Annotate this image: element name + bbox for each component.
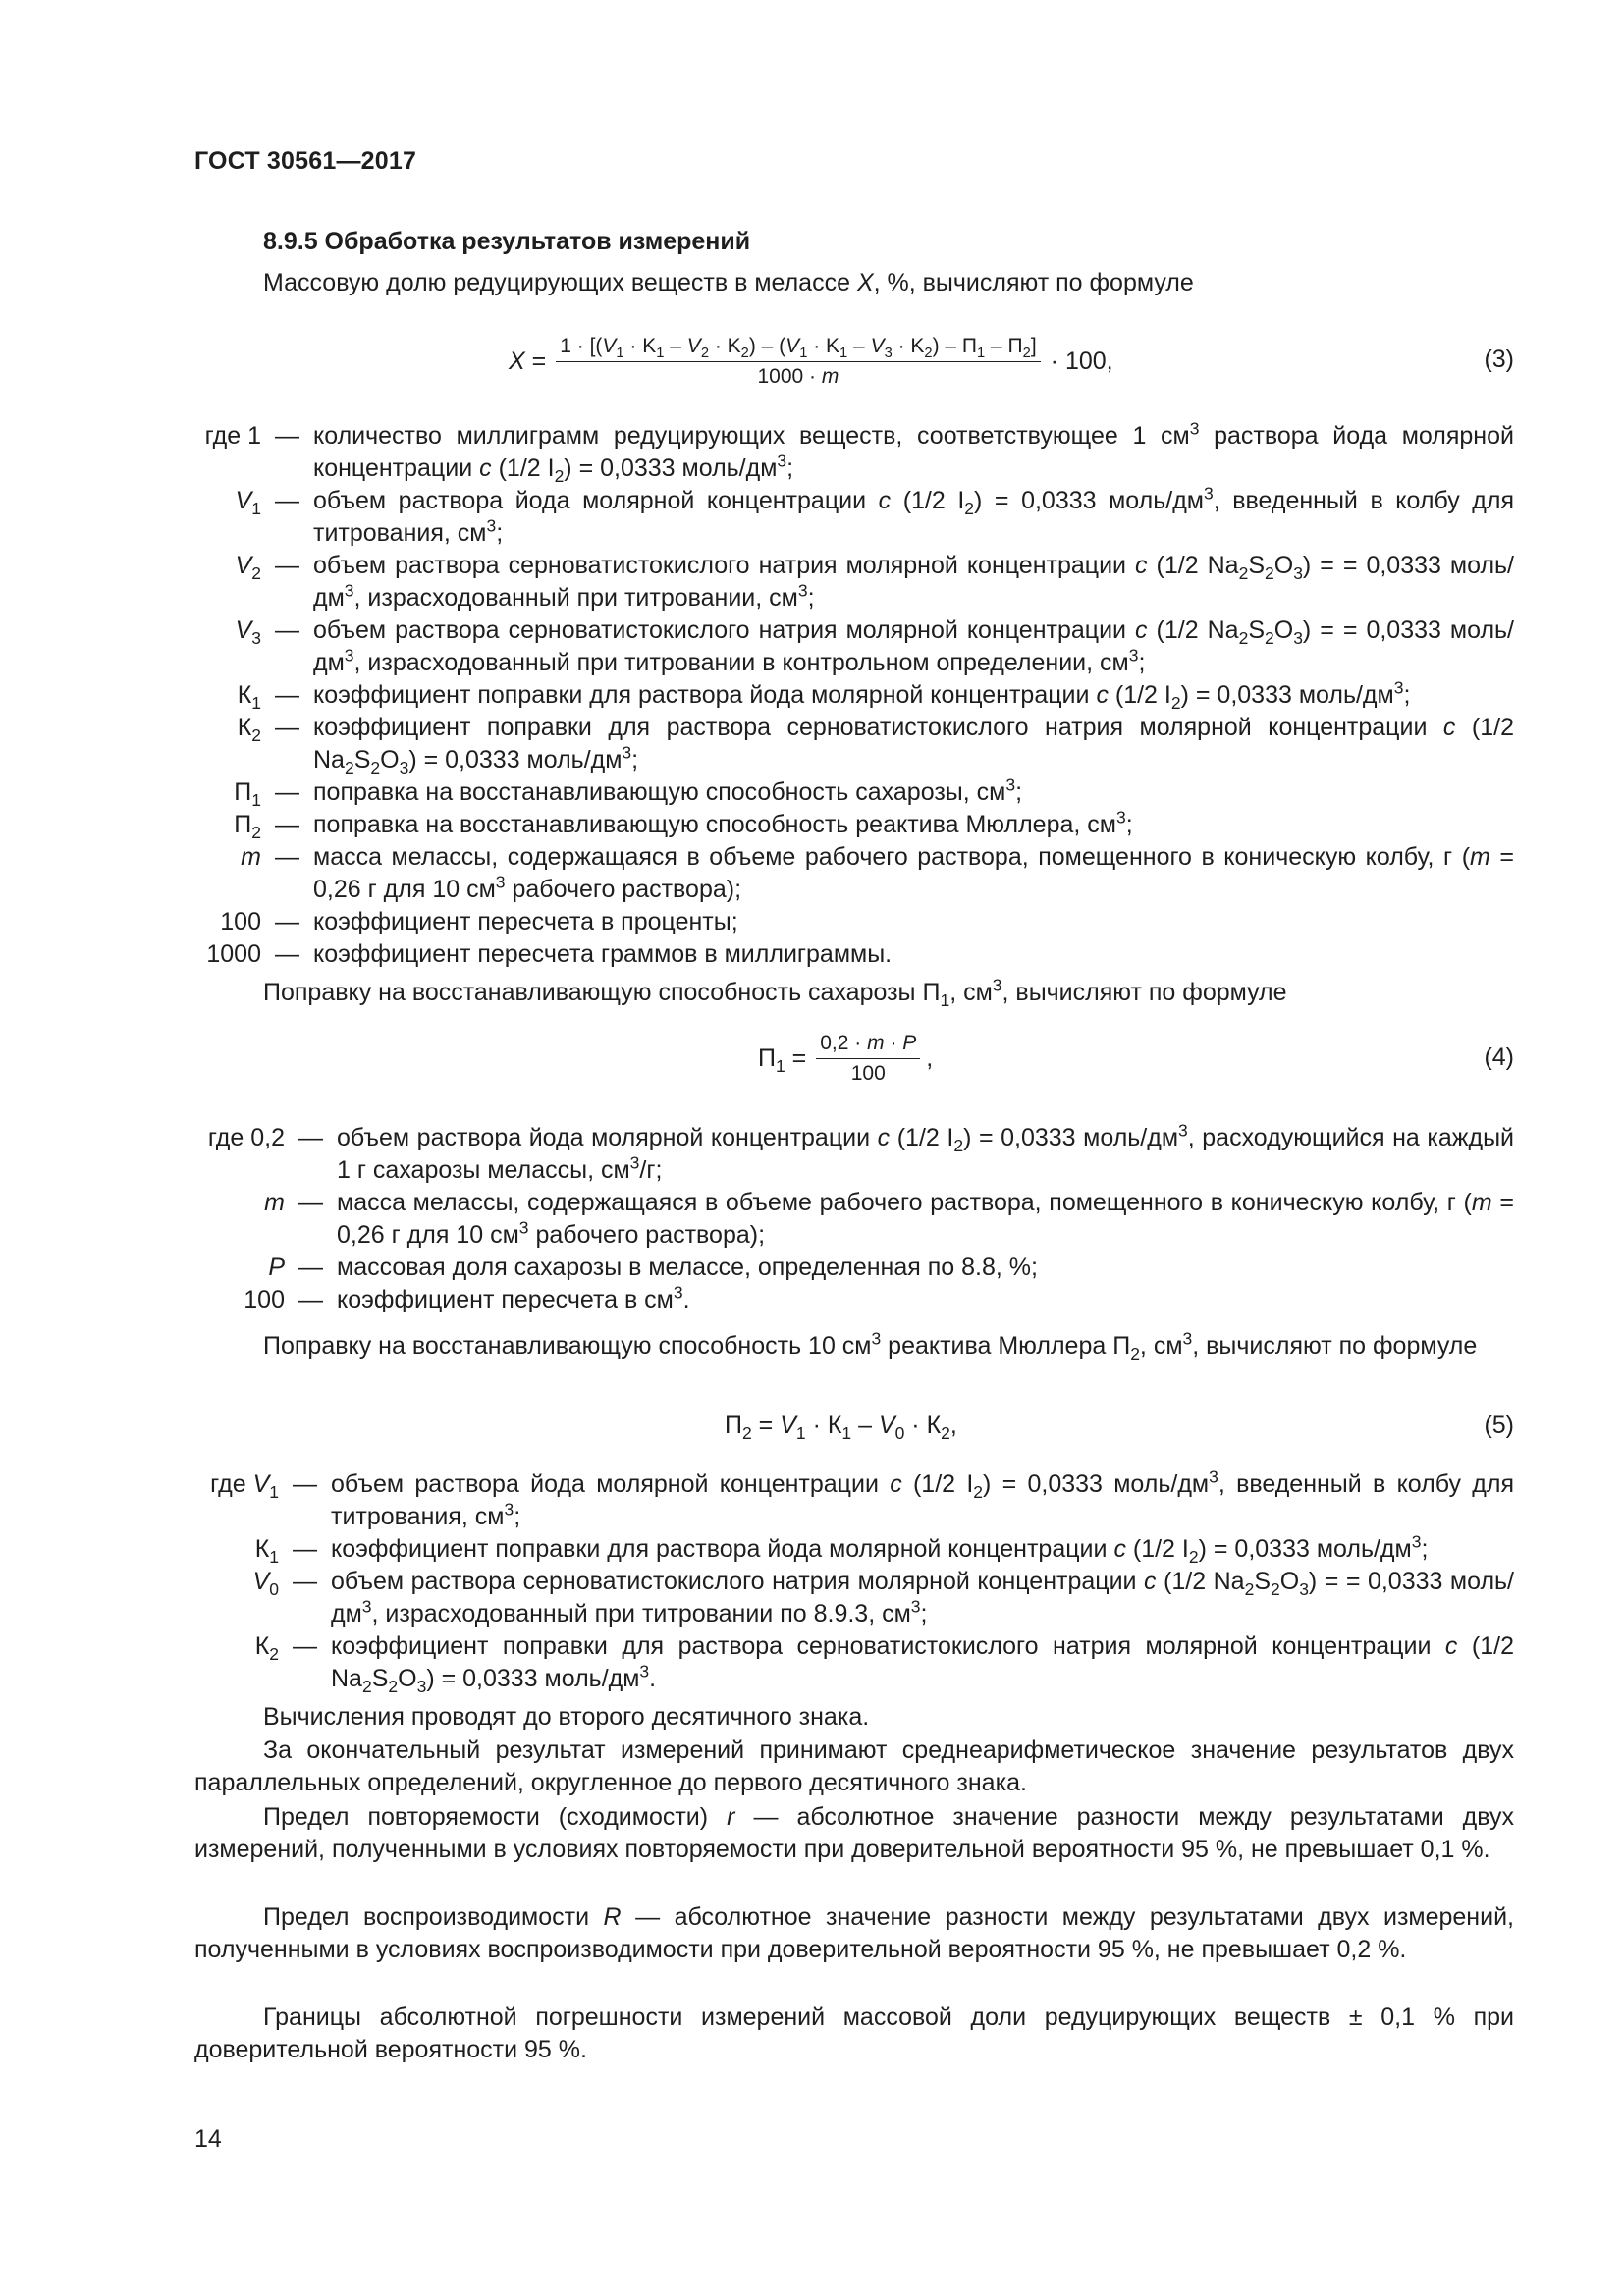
definition-3-dash: — <box>275 714 299 741</box>
definition-3-term: 1000 <box>206 940 261 968</box>
formula-3-lhs: X = <box>509 347 547 375</box>
definition-4-row <box>194 1187 1514 1252</box>
definition-3-text: количество миллиграмм редуцирующих веществ, соответствующее 1 $см^3$ раствора йода молярной концентрации c (1/2 $I_2) = 0,0333$ моль/$дм^3$; <box>313 418 1514 486</box>
definition-3-row <box>194 679 1514 712</box>
definition-3-row <box>194 841 1514 906</box>
definitions-formula-4 <box>194 1122 1514 1316</box>
definition-4-dash: — <box>298 1124 323 1151</box>
definition-3-text: поправка на восстанавливающую способность сахарозы, $см^3$; <box>313 774 1023 806</box>
definition-5-row <box>194 1566 1514 1630</box>
closing-paragraph-3: Предел повторяемости (сходимости) r — абсолютное значение разности между результатами двух измерений, полученными в условиях повторяемости при доверительной вероятности 95 %, не превышает 0,1 %. <box>194 1803 1514 1863</box>
definition-3-row <box>194 614 1514 679</box>
definition-3-dash: — <box>275 422 299 450</box>
formula-4-tail: , <box>926 1043 934 1072</box>
definition-3-dash: — <box>275 908 299 935</box>
definition-4-text: масса мелассы, содержащаяся в объеме рабочего раствора, помещенного в коническую колбу, г (m = 0,26 г для 10 $см^3$ рабочего раствора); <box>337 1189 1514 1249</box>
definition-5-term: $V_0$ <box>252 1568 279 1599</box>
definition-3-term: $V_2$ <box>235 552 261 583</box>
section-title: 8.9.5 Обработка результатов измерений <box>263 228 751 255</box>
definition-5-row <box>194 1533 1514 1566</box>
definition-5-text: объем раствора йода молярной концентрации c (1/2 $I_2) = 0,0333$ моль/$дм^3$, введенный в колбу для титрования, $см^3$; <box>331 1467 1514 1530</box>
definition-3-term: где 1 <box>204 422 261 450</box>
definition-3-text: коэффициент поправки для раствора серноватистокислого натрия молярной концентрации c (1/2 $Na_2S_2O_3) = 0,0333$ моль/$дм^3$; <box>313 714 1514 777</box>
formula-3-numerator: $1 \cdot [(V_1 \cdot K_1 - V_2 \cdot K_2) - (V_1 \cdot K_1 - V_3 \cdot K_2) - П_1 - П_2]$ <box>556 335 1040 362</box>
formula-3-denominator: 1000 · m <box>757 364 839 388</box>
definition-4-dash: — <box>298 1286 323 1313</box>
definition-3-text: масса мелассы, содержащаяся в объеме рабочего раствора, помещенного в коническую колбу, г (m = 0,26 г для 10 $см^3$ рабочего раствора); <box>313 843 1514 903</box>
definition-3-text: объем раствора йода молярной концентрации c (1/2 $I_2) = 0,0333$ моль/$дм^3$, введенный в колбу для титрования, $см^3$; <box>313 483 1515 547</box>
formula-5-number: (5) <box>1484 1412 1514 1439</box>
formula-4 <box>194 1026 1514 1091</box>
formula-3 <box>194 332 1514 391</box>
definition-4-text: массовая доля сахарозы в мелассе, определенная по 8.8, %; <box>337 1254 1038 1281</box>
definitions-formula-5 <box>194 1468 1514 1695</box>
definition-3-term: $К_1$ <box>237 681 261 713</box>
definition-5-text: коэффициент поправки для раствора серноватистокислого натрия молярной концентрации c (1/2 $Na_2S_2O_3) = 0,0333$ моль/$дм^3$. <box>331 1632 1514 1696</box>
definition-3-term: $К_2$ <box>237 714 261 745</box>
paragraph-formula-5-intro: Поправку на восстанавливающую способность 10 $см^3$ реактива Мюллера $П_2$, $см^3$, вычисляют по формуле <box>263 1328 1478 1363</box>
definition-5-dash: — <box>293 1632 317 1660</box>
definition-3-term: 100 <box>220 908 261 935</box>
definition-5-text: коэффициент поправки для раствора йода молярной концентрации c (1/2 $I_2) = 0,0333$ моль/$дм^3$; <box>331 1531 1429 1567</box>
definition-4-row <box>194 1122 1514 1187</box>
definition-3-term: m <box>241 843 261 871</box>
definition-3-row <box>194 550 1514 614</box>
formula-4-denominator: 100 <box>850 1061 886 1085</box>
definition-4-term: P <box>268 1254 285 1281</box>
formula-3-number: (3) <box>1484 346 1514 373</box>
definition-4-text: коэффициент пересчета в $см^3$. <box>337 1282 690 1313</box>
definition-4-term: где 0,2 <box>207 1124 285 1151</box>
formula-4-numerator: 0,2 · m · P <box>816 1032 920 1059</box>
closing-paragraph-4: Предел воспроизводимости R — абсолютное значение разности между результатами двух измерений, полученными в условиях воспроизводимости при доверительной вероятности 95 %, не превышает 0,2 %. <box>194 1903 1514 1963</box>
definition-5-dash: — <box>293 1535 317 1563</box>
definition-3-dash: — <box>275 778 299 806</box>
definition-3-row <box>194 776 1514 809</box>
definition-4-row <box>194 1252 1514 1284</box>
definition-3-text: коэффициент пересчета в проценты; <box>313 908 738 935</box>
definition-5-dash: — <box>293 1568 317 1595</box>
definition-3-dash: — <box>275 681 299 709</box>
document-code-header: ГОСТ 30561—2017 <box>194 147 417 175</box>
definition-3-row <box>194 420 1514 485</box>
formula-4-lhs: $П_1$ = <box>758 1043 807 1076</box>
formula-3-fraction <box>556 335 1040 389</box>
formula-4-number: (4) <box>1484 1043 1514 1071</box>
formula-5-expression: $П_2 = V_1 \cdot К_1 - V_0 \cdot К_2$, <box>725 1412 957 1443</box>
definition-4-text: объем раствора йода молярной концентрации c (1/2 $I_2) = 0,0333$ моль/$дм^3$, расходующийся на каждый 1 г сахарозы мелассы, $см^3/г$; <box>337 1120 1515 1184</box>
definition-3-text: объем раствора серноватистокислого натрия молярной концентрации c (1/2 $Na_2S_2O_3$) = = 0,0333 моль/$дм^3$, израсходованный при титровании, $см^3$; <box>313 552 1515 612</box>
page-number: 14 <box>194 2125 222 2153</box>
definition-3-row <box>194 906 1514 938</box>
formula-4-fraction <box>816 1032 920 1086</box>
definition-3-text: объем раствора серноватистокислого натрия молярной концентрации c (1/2 $Na_2S_2O_3$) = = 0,0333 моль/$дм^3$, израсходованный при титровании в контрольном определении, $см^3$; <box>313 616 1515 676</box>
definition-4-term: m <box>264 1189 285 1216</box>
definition-3-dash: — <box>275 552 299 579</box>
definition-3-row <box>194 938 1514 971</box>
definition-4-dash: — <box>298 1189 323 1216</box>
definition-5-row <box>194 1468 1514 1533</box>
definition-5-term: $К_2$ <box>254 1632 279 1664</box>
definition-5-row <box>194 1630 1514 1695</box>
formula-3-tail: · 100, <box>1050 347 1113 375</box>
definition-5-term: $К_1$ <box>254 1535 279 1567</box>
definition-3-row <box>194 712 1514 776</box>
definition-3-row <box>194 485 1514 550</box>
definition-3-term: $V_1$ <box>235 487 261 518</box>
closing-paragraph-2: За окончательный результат измерений принимают среднеарифметическое значение результатов двух параллельных определений, округленное до первого десятичного знака. <box>194 1736 1514 1796</box>
definition-3-text: коэффициент пересчета граммов в миллиграммы. <box>313 940 893 968</box>
formula-5 <box>194 1412 1514 1445</box>
definition-4-term: 100 <box>244 1286 285 1313</box>
definition-5-dash: — <box>293 1470 317 1498</box>
definition-3-row <box>194 809 1514 841</box>
definition-3-dash: — <box>275 616 299 644</box>
definition-5-term: где $V_1$ <box>210 1470 279 1502</box>
closing-paragraph-5: Границы абсолютной погрешности измерений массовой доли редуцирующих веществ ± 0,1 % при доверительной вероятности 95 %. <box>194 2003 1514 2063</box>
paragraph-formula-4-intro: Поправку на восстанавливающую способность сахарозы $П_1$, $см^3$, вычисляют по формуле <box>263 975 1287 1010</box>
definition-3-dash: — <box>275 843 299 871</box>
definition-3-term: $П_1$ <box>234 778 261 810</box>
definition-3-dash: — <box>275 940 299 968</box>
definitions-formula-3 <box>194 420 1514 971</box>
definition-3-text: поправка на восстанавливающую способность реактива Мюллера, $см^3$; <box>313 807 1133 838</box>
closing-paragraph-1: Вычисления проводят до второго десятичного знака. <box>263 1703 870 1731</box>
definition-3-term: $V_3$ <box>235 616 261 648</box>
definition-3-text: коэффициент поправки для раствора йода молярной концентрации c (1/2 $I_2) = 0,0333$ моль/$дм^3$; <box>313 677 1411 713</box>
definition-4-dash: — <box>298 1254 323 1281</box>
definition-3-dash: — <box>275 811 299 838</box>
definition-5-text: объем раствора серноватистокислого натрия молярной концентрации c (1/2 $Na_2S_2O_3$) = = 0,0333 моль/$дм^3$, израсходованный при титровании по 8.9.3, $см^3$; <box>331 1568 1515 1628</box>
section-intro: Массовую долю редуцирующих веществ в мелассе X, %, вычисляют по формуле <box>263 269 1194 296</box>
definition-4-row <box>194 1284 1514 1316</box>
definition-3-term: $П_2$ <box>234 811 261 842</box>
definition-3-dash: — <box>275 487 299 514</box>
